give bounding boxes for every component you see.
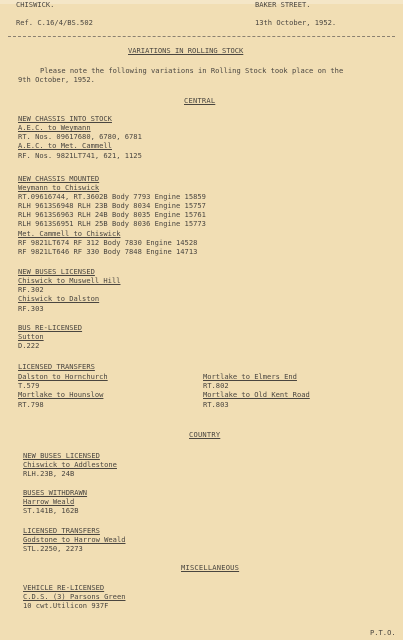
text-line: RF 9821LT674 RF 312 Body 7830 Engine 14528 <box>18 238 198 247</box>
text-line: Met. Cammell to Chiswick <box>18 229 121 238</box>
text-line: Weymann to Chiswick <box>18 183 100 192</box>
document-date: 13th October, 1952. <box>255 18 337 27</box>
text-line: RF.302 <box>18 285 44 294</box>
text-line: Mortlake to Hounslow <box>18 390 104 399</box>
heading-vehicle-relicensed: VEHICLE RE-LICENSED <box>23 583 105 592</box>
text-line: 10 cwt.Utilicon 937F <box>23 601 109 610</box>
text-line: RT. Nos. 09617680, 6780, 6781 <box>18 132 142 141</box>
text-line: STL.2250, 2273 <box>23 544 83 553</box>
section-miscellaneous: MISCELLANEOUS <box>181 563 240 572</box>
text-line: Mortlake to Elmers End <box>203 372 297 381</box>
text-line: RF. Nos. 9821LT741, 621, 1125 <box>18 151 142 160</box>
text-line: RLH 9613S6951 RLH 25B Body 8036 Engine 15773 <box>18 219 206 228</box>
page-turn-note: P.T.O. <box>370 628 396 637</box>
heading-country-new-buses-licensed: NEW BUSES LICENSED <box>23 451 100 460</box>
text-line: RT.798 <box>18 400 44 409</box>
section-central: CENTRAL <box>184 96 216 105</box>
text-line: RLH.23B, 24B <box>23 469 75 478</box>
text-line: Chiswick to Addlestone <box>23 460 117 469</box>
heading-new-chassis-into-stock: NEW CHASSIS INTO STOCK <box>18 114 112 123</box>
heading-licensed-transfers: LICENSED TRANSFERS <box>18 362 95 371</box>
heading-bus-relicensed: BUS RE-LICENSED <box>18 323 83 332</box>
text-line: Mortlake to Old Kent Road <box>203 390 310 399</box>
reference-number: Ref. C.16/4/BS.502 <box>16 18 93 27</box>
text-line: C.D.S. (3) Parsons Green <box>23 592 126 601</box>
heading-new-chassis-mounted: NEW CHASSIS MOUNTED <box>18 174 100 183</box>
text-line: RF.303 <box>18 304 44 313</box>
heading-buses-withdrawn: BUSES WITHDRAWN <box>23 488 88 497</box>
document-title: VARIATIONS IN ROLLING STOCK <box>128 46 244 55</box>
text-line: D.222 <box>18 341 40 350</box>
heading-country-licensed-transfers: LICENSED TRANSFERS <box>23 526 100 535</box>
text-line: RLH 9613S6963 RLH 24B Body 8035 Engine 15761 <box>18 210 206 219</box>
text-line: A.E.C. to Met. Cammell <box>18 141 112 150</box>
paper-edge <box>0 0 403 4</box>
text-line: T.579 <box>18 381 40 390</box>
text-line: Chiswick to Muswell Hill <box>18 276 121 285</box>
text-line: Dalston to Hornchurch <box>18 372 108 381</box>
header-to: BAKER STREET. <box>255 0 311 9</box>
text-line: ST.141B, 162B <box>23 506 79 515</box>
text-line: Sutton <box>18 332 44 341</box>
text-line: Godstone to Harrow Weald <box>23 535 126 544</box>
text-line: Chiswick to Dalston <box>18 294 100 303</box>
text-line: RT.802 <box>203 381 229 390</box>
text-line: RF 9821LT646 RF 330 Body 7848 Engine 14713 <box>18 247 198 256</box>
text-line: RLH 9613S6948 RLH 23B Body 8034 Engine 15757 <box>18 201 206 210</box>
header-divider <box>8 36 395 37</box>
text-line: Harrow Weald <box>23 497 75 506</box>
heading-new-buses-licensed: NEW BUSES LICENSED <box>18 267 95 276</box>
text-line: RT.09616744, RT.3602B Body 7793 Engine 15859 <box>18 192 206 201</box>
header-from: CHISWICK. <box>16 0 55 9</box>
text-line: A.E.C. to Weymann <box>18 123 91 132</box>
intro-line-1: Please note the following variations in Rolling Stock took place on the <box>40 66 344 75</box>
text-line: RT.803 <box>203 400 229 409</box>
intro-line-2: 9th October, 1952. <box>18 75 95 84</box>
section-country: COUNTRY <box>189 430 221 439</box>
